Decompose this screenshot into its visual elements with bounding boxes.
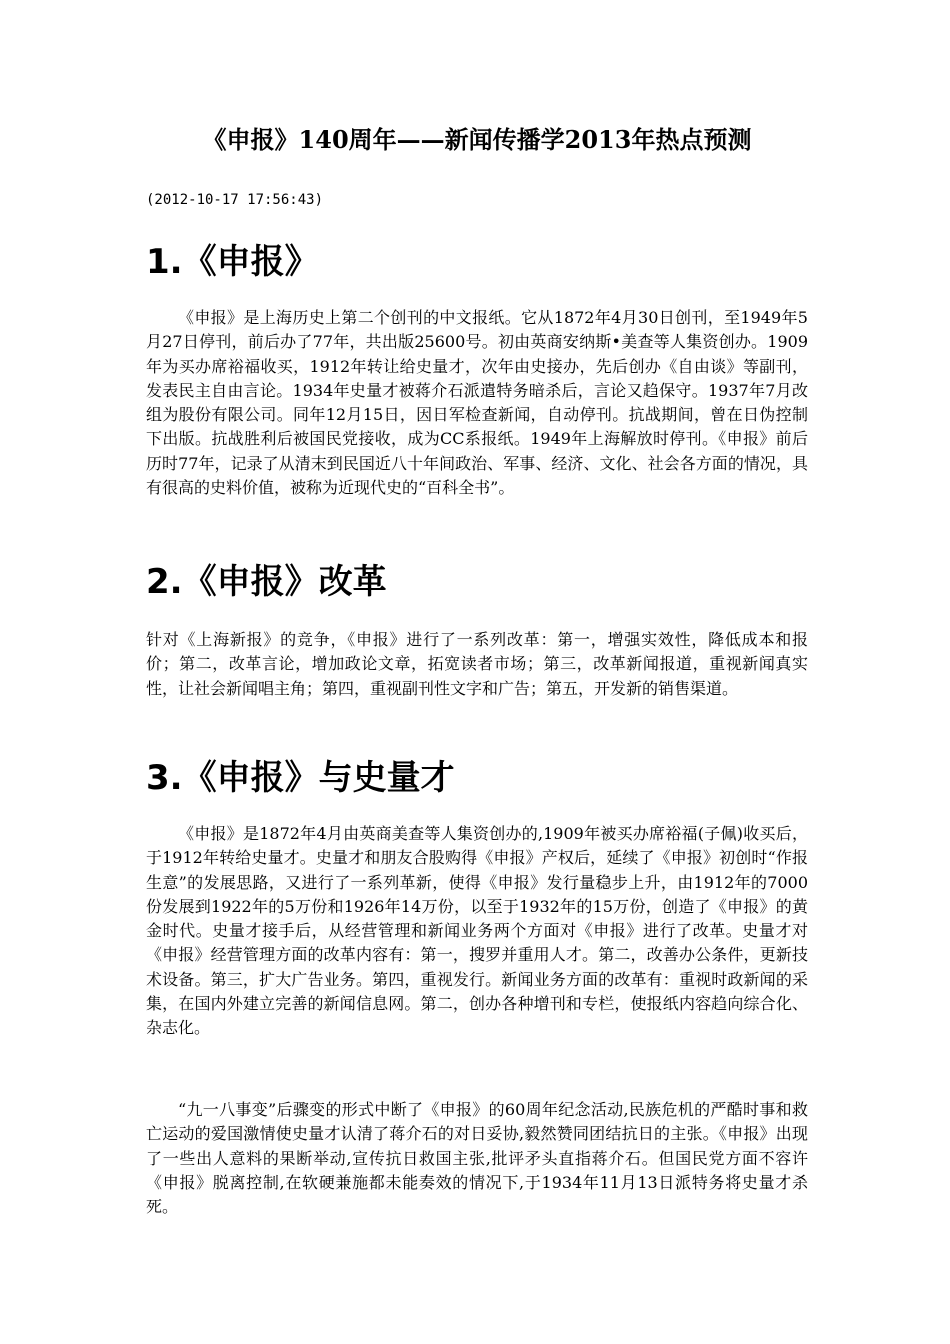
section-3-paragraph-2: “九一八事变”后骤变的形式中断了《申报》的60周年纪念活动,民族危机的严酷时事和救亡运动的爱国激情使史量才认清了蒋介石的对日妥协,毅然赞同团结抗日的主张。《申报》出现了一些出人意料的果断举动,宣传抗日救国主张,批评矛头直指蒋介石。但国民党方面不容许《申报》脱离控制,在软硬兼施都未能奏效的情况下,于1934年11月13日派特务将史量才杀死。 bbox=[146, 1100, 808, 1217]
section-heading-2: 2.《申报》改革 bbox=[146, 562, 387, 602]
section-heading-1: 1.《申报》 bbox=[146, 242, 319, 282]
section-3-paragraph-1: 《申报》是1872年4月由英商美查等人集资创办的,1909年被买办席裕福(子佩)收买后，于1912年转给史量才。史量才和朋友合股购得《申报》产权后，延续了《申报》初创时“作报生意”的发展思路，又进行了一系列革新，使得《申报》发行量稳步上升，由1912年的7000份发展到1922年的5万份和1926年14万份，以至于1932年的15万份，创造了《申报》的黄金时代。史量才接手后，从经营管理和新闻业务两个方面对《申报》进行了改革。史量才对《申报》经营管理方面的改革内容有：第一，搜罗并重用人才。第二，改善办公条件，更新技术设备。第三，扩大广告业务。第四，重视发行。新闻业务方面的改革有：重视时政新闻的采集，在国内外建立完善的新闻信息网。第二，创办各种增刊和专栏，使报纸内容趋向综合化、杂志化。 bbox=[146, 824, 808, 1038]
document-title: 《申报》140周年——新闻传播学2013年热点预测 bbox=[202, 125, 752, 154]
section-1-paragraph: 《申报》是上海历史上第二个创刊的中文报纸。它从1872年4月30日创刊，至1949年5月27日停刊，前后办了77年，共出版25600号。初由英商安纳斯•美查等人集资创办。1909年为买办席裕福收买，1912年转让给史量才，次年由史接办，先后创办《自由谈》等副刊，发表民主自由言论。1934年史量才被蒋介石派遣特务暗杀后，言论又趋保守。1937年7月改组为股份有限公司。同年12月15日，因日军检查新闻，自动停刊。抗战期间，曾在日伪控制下出版。抗战胜利后被国民党接收，成为CC系报纸。1949年上海解放时停刊。《申报》前后历时77年，记录了从清末到民国近八十年间政治、军事、经济、文化、社会各方面的情况，具有很高的史料价值，被称为近现代史的“百科全书”。 bbox=[146, 308, 808, 498]
section-2-paragraph: 针对《上海新报》的竞争，《申报》进行了一系列改革：第一，增强实效性，降低成本和报价；第二，改革言论，增加政论文章，拓宽读者市场；第三，改革新闻报道，重视新闻真实性，让社会新闻唱主角；第四，重视副刊性文字和广告；第五，开发新的销售渠道。 bbox=[146, 630, 808, 698]
section-heading-3: 3.《申报》与史量才 bbox=[146, 758, 455, 798]
publish-date: (2012-10-17 17:56:43) bbox=[146, 192, 324, 208]
